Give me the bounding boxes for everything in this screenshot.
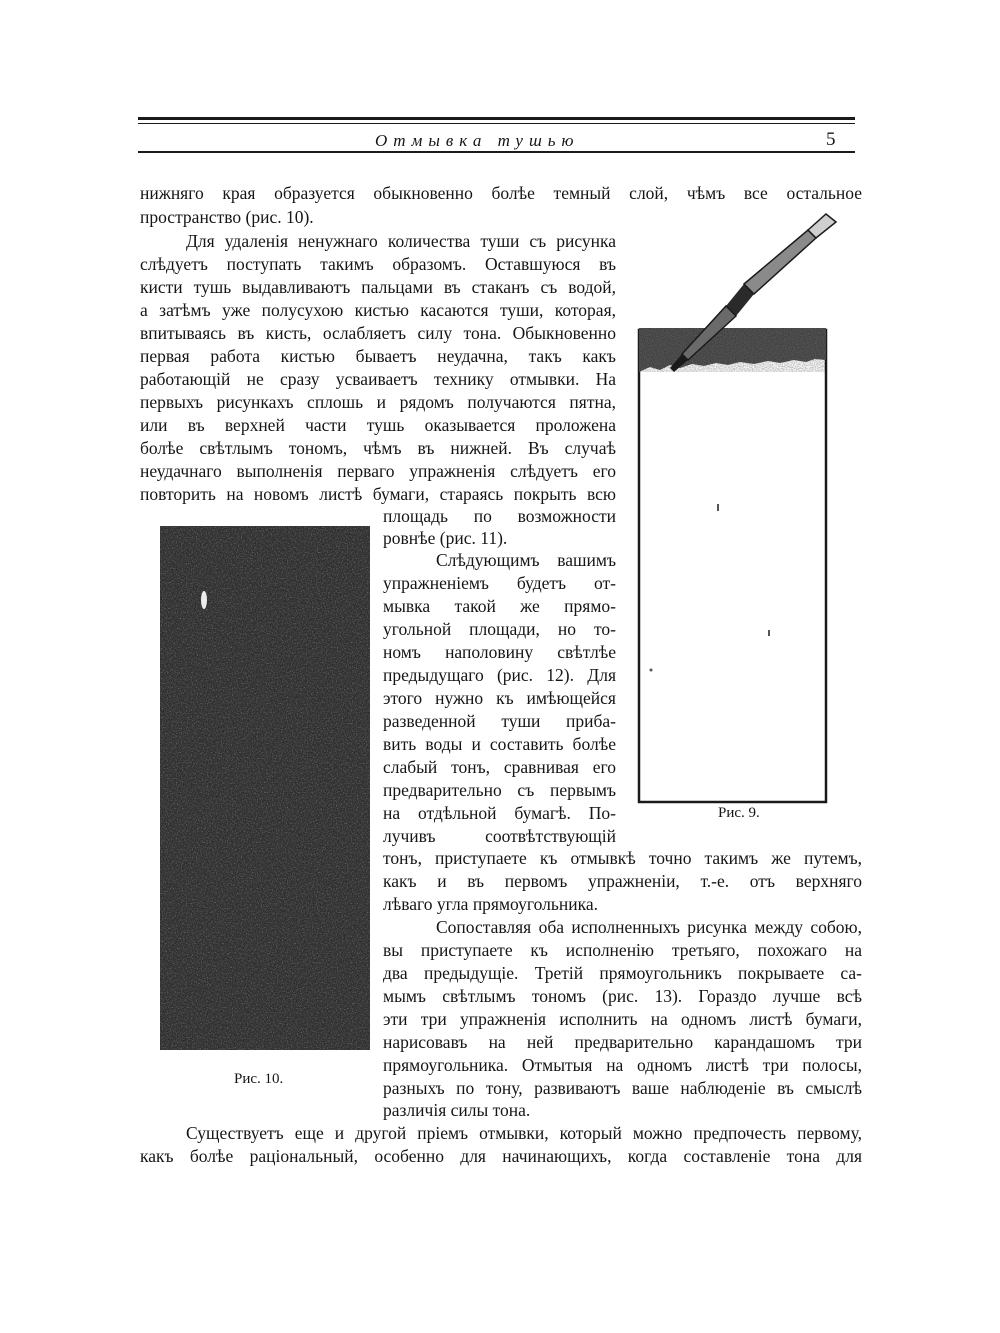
text-line: лѣваго угла прямоугольника. <box>383 894 598 914</box>
text-line: впитываясь въ кисть, ослабляетъ силу тона. Обыкновенно <box>140 323 616 343</box>
text-line: вить воды и составить болѣе <box>383 734 616 754</box>
figure-9-illustration <box>630 212 840 812</box>
text-line: а затѣмъ уже полусухою кистью касаются туши, которая, <box>140 300 616 320</box>
text-line: вы приступаете къ исполненію третьяго, похожаго на <box>383 940 862 960</box>
running-title: Отмывка тушью <box>375 131 580 150</box>
text-line: эти три упражненія исполнить на одномъ листѣ бумаги, <box>383 1009 862 1029</box>
text-line: мывка такой же прямо- <box>383 596 616 616</box>
text-line: Сопоставляя оба исполненныхъ рисунка между собою, <box>436 917 862 937</box>
text-line: кисти тушь выдавливаютъ пальцами въ стаканъ съ водой, <box>140 277 616 297</box>
text-line: нарисовавъ на ней предварительно карандашомъ три <box>383 1032 862 1052</box>
text-line: Для удаленія ненужнаго количества туши съ рисунка <box>186 231 616 251</box>
text-line: площадь по возможности <box>383 506 616 526</box>
text-line: прямоугольника. Отмытыя на одномъ листѣ три полосы, <box>383 1055 862 1075</box>
text-line: какъ болѣе раціональный, особенно для начинающихъ, когда составленіе тона для <box>140 1146 862 1166</box>
text-line: или въ верхней части тушь оказывается проложена <box>140 415 616 435</box>
text-line: тонъ, приступаете къ отмывкѣ точно такимъ же путемъ, <box>383 848 862 868</box>
text-line: номъ наполовину свѣтлѣе <box>383 642 616 662</box>
text-line: повторить на новомъ листѣ бумаги, стараясь покрыть всю <box>140 484 616 504</box>
text-line: болѣе свѣтлымъ тономъ, чѣмъ въ нижней. Въ случаѣ <box>140 438 616 458</box>
text-line: предыдущаго (рис. 12). Для <box>383 665 616 685</box>
text-line: предварительно съ первымъ <box>383 780 616 800</box>
header-rule-top <box>138 117 855 120</box>
text-line: лучивъ соотвѣтствующій <box>383 826 616 846</box>
figure-10-caption: Рис. 10. <box>234 1071 284 1087</box>
figure-9-rectangle <box>639 330 826 802</box>
header-rule-bottom <box>138 151 855 153</box>
text-line: ровнѣе (рис. 11). <box>383 528 508 548</box>
text-line: этого нужно къ имѣющейся <box>383 688 616 708</box>
text-line: пространство (рис. 10). <box>140 207 314 227</box>
text-line: упражненіемъ будетъ от- <box>383 573 616 593</box>
text-line: Существуетъ еще и другой пріемъ отмывки, который можно предпочесть первому, <box>186 1123 862 1143</box>
text-line: на отдѣльной бумагѣ. По- <box>383 803 616 823</box>
figure-10-illustration <box>160 526 370 1050</box>
text-line: неудачнаго выполненія перваго упражненія слѣдуетъ его <box>140 461 616 481</box>
text-line: угольной площади, но то- <box>383 619 616 639</box>
text-line: слабый тонъ, сравнивая его <box>383 757 616 777</box>
text-line: мымъ свѣтлымъ тономъ (рис. 13). Гораздо лучше всѣ <box>383 986 862 1006</box>
text-line: слѣдуетъ поступать такимъ образомъ. Оставшуюся въ <box>140 254 616 274</box>
header-rule-top-thin <box>138 123 855 124</box>
text-line: два предыдущіе. Третій прямоугольникъ покрываете са- <box>383 963 862 983</box>
figure-9-caption: Рис. 9. <box>718 805 760 821</box>
text-line: первая работа кистью бываетъ неудачна, такъ какъ <box>140 346 616 366</box>
text-line: Слѣдующимъ вашимъ <box>436 550 616 570</box>
page-number: 5 <box>826 129 836 150</box>
text-line: нижняго края образуется обыкновенно болѣе темный слой, чѣмъ все остальное <box>140 183 862 203</box>
text-line: разведенной туши приба- <box>383 711 616 731</box>
text-line: работающій не сразу усваиваетъ технику отмывки. На <box>140 369 616 389</box>
text-line: различія силы тона. <box>383 1100 531 1120</box>
text-line: первыхъ рисункахъ сплошь и рядомъ получаются пятна, <box>140 392 616 412</box>
text-line: какъ и въ первомъ упражненіи, т.-е. отъ верхняго <box>383 871 862 891</box>
text-line: разныхъ по тону, развиваютъ ваше наблюденіе въ смыслѣ <box>383 1078 862 1098</box>
